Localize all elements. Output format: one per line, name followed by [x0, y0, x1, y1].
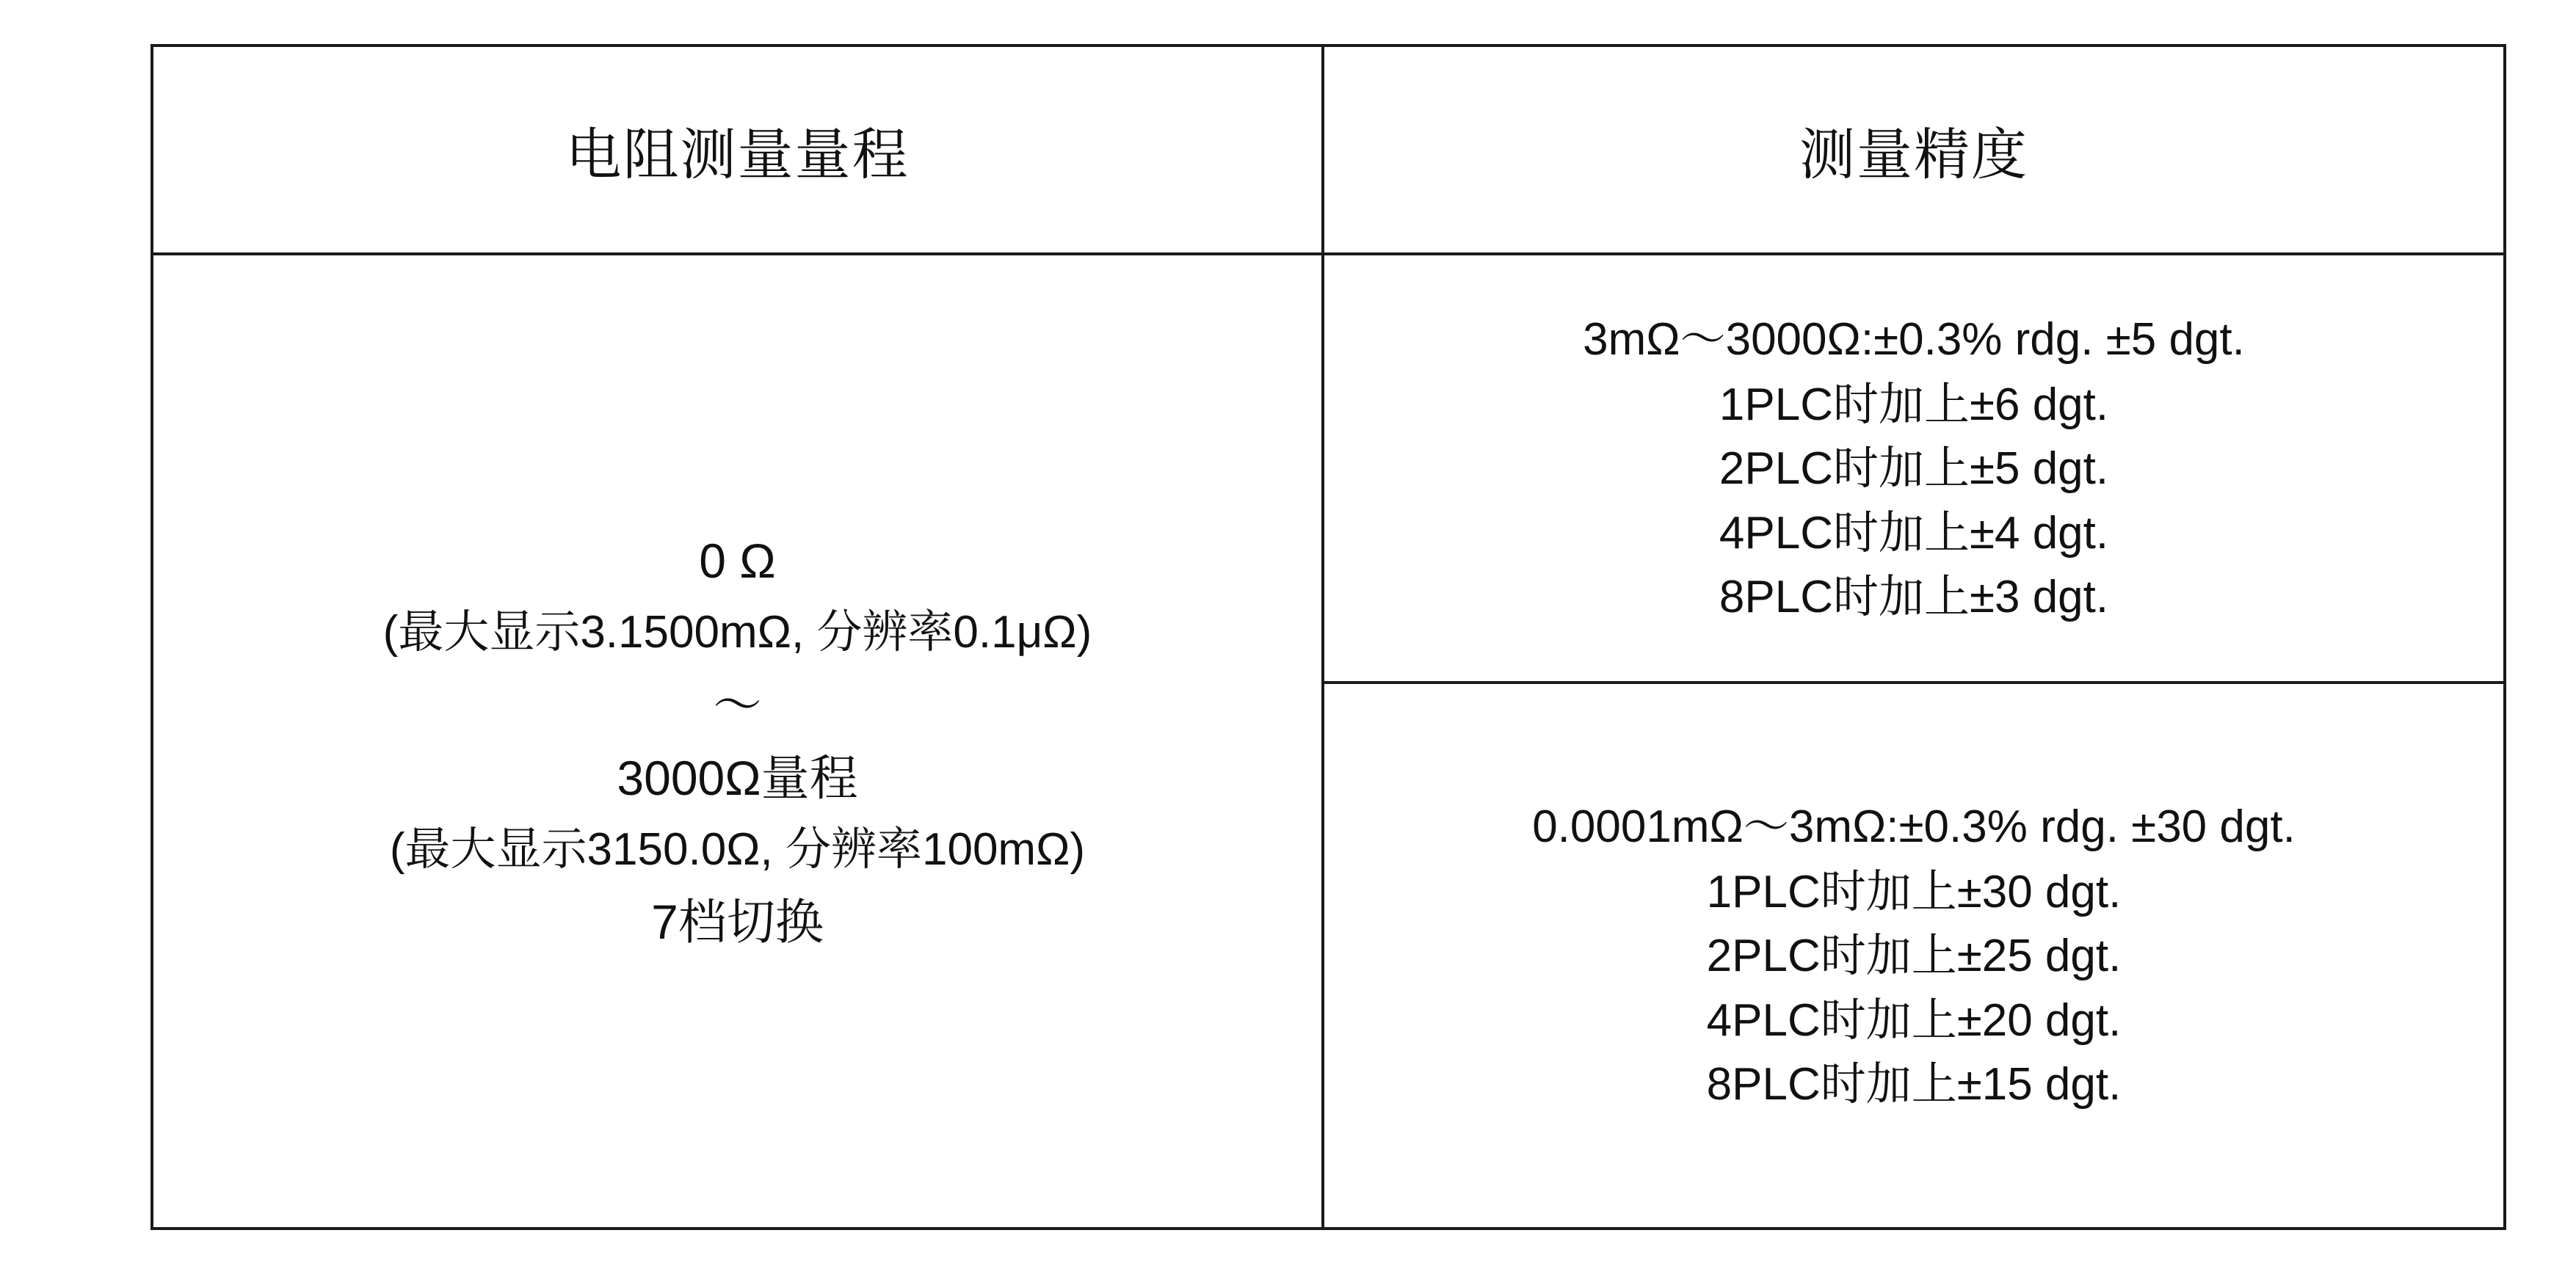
resistance-spec-table [150, 44, 2506, 1230]
accuracy-low-line-3: 2PLC时加上±25 dgt. [1706, 931, 2122, 982]
header-accuracy: 测量精度 [1323, 46, 2505, 254]
accuracy-high-line-3: 2PLC时加上±5 dgt. [1719, 443, 2109, 495]
accuracy-high-line-2: 1PLC时加上±6 dgt. [1719, 379, 2109, 430]
accuracy-high-line-5: 8PLC时加上±3 dgt. [1719, 572, 2109, 623]
cell-accuracy-high-range [1323, 254, 2505, 683]
accuracy-low-line-2: 1PLC时加上±30 dgt. [1706, 866, 2122, 917]
range-line-5: (最大显示3150.0Ω, 分辨率100mΩ) [389, 824, 1086, 875]
range-line-6: 7档切换 [651, 895, 824, 949]
header-range: 电阻测量量程 [152, 46, 1323, 254]
accuracy-low-line-1: 0.0001mΩ～3mΩ:±0.3% rdg. ±30 dgt. [1532, 801, 2296, 852]
cell-resistance-range [152, 254, 1323, 1229]
accuracy-high-line-1: 3mΩ～3000Ω:±0.3% rdg. ±5 dgt. [1583, 313, 2245, 365]
accuracy-low-line-4: 4PLC时加上±20 dgt. [1706, 994, 2122, 1046]
accuracy-high-line-4: 4PLC时加上±4 dgt. [1719, 507, 2109, 559]
table-row [152, 254, 2505, 683]
range-line-2: (最大显示3.1500mΩ, 分辨率0.1μΩ) [382, 607, 1092, 658]
accuracy-low-line-5: 8PLC时加上±15 dgt. [1706, 1059, 2122, 1110]
cell-accuracy-low-range [1323, 683, 2505, 1229]
range-line-4: 3000Ω量程 [617, 751, 858, 805]
range-line-3: ～ [713, 677, 762, 732]
range-line-1: 0 Ω [699, 534, 776, 588]
table-header-row [152, 46, 2505, 254]
